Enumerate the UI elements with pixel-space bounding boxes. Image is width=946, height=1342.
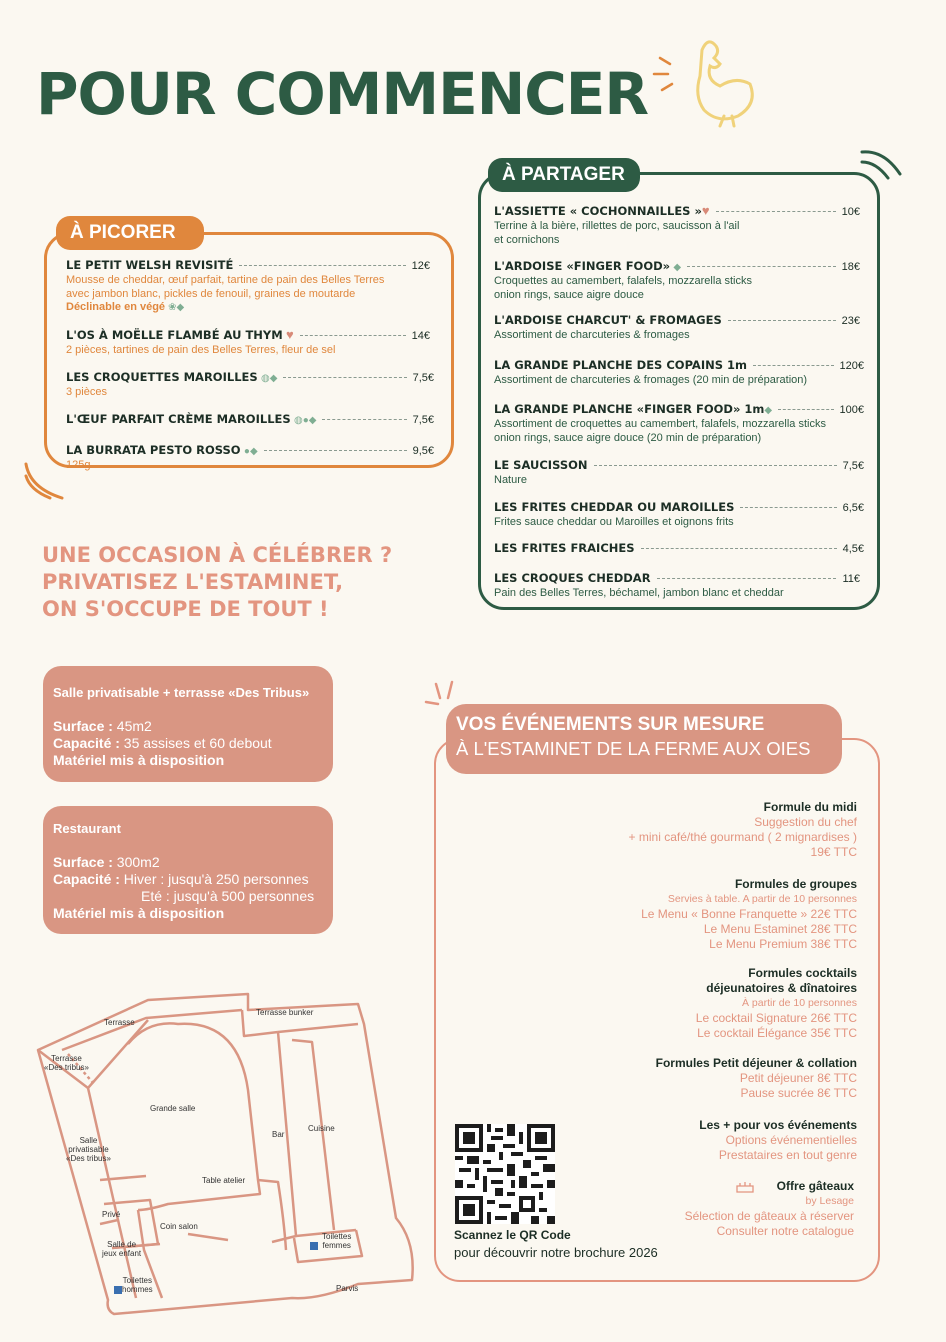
item-price: 10€ [841, 206, 860, 218]
item-name: LA BURRATA PESTO ROSSO [66, 443, 241, 457]
item-desc: Assortiment de croquettes au camembert, falafels, mozzarella sticks [494, 418, 826, 430]
item-price: 4,5€ [842, 543, 864, 555]
plan-label: Salle [79, 1136, 98, 1145]
item-desc: Assortiment de charcuteries & fromages (20 min de préparation) [494, 374, 808, 386]
picorer-tag: À PICORER [56, 216, 204, 250]
item-desc: et cornichons [494, 233, 560, 246]
value: 35 assises et 60 debout [119, 735, 272, 751]
item-price: 100€ [839, 404, 864, 416]
menu-item [494, 358, 864, 388]
item-desc: 3 pièces [66, 386, 107, 398]
item-desc: onion rings, sauce aigre douce (20 min de préparation) [494, 431, 762, 444]
formule-groupes [641, 877, 857, 952]
item-name: LA GRANDE PLANCHE «FINGER FOOD» 1m [494, 402, 765, 416]
formule-cocktails [696, 966, 857, 1041]
value: 45m2 [112, 718, 152, 734]
occasion-line: UNE OCCASION À CÉLÉBRER ? [42, 543, 393, 567]
menu-item [494, 500, 864, 530]
plan-label: Salle de [107, 1240, 137, 1249]
leaf-icon: ❀◆ [168, 302, 185, 313]
menu-item [66, 412, 434, 426]
formule-note: À partir de 10 personnes [742, 997, 857, 1009]
heart-icon: ♥ [286, 327, 294, 342]
item-name: L'ARDOISE «FINGER FOOD» [494, 259, 671, 273]
item-name: LES CROQUES CHEDDAR [494, 571, 651, 585]
qr-code[interactable] [455, 1124, 555, 1224]
plan-label: Table atelier [202, 1176, 246, 1185]
plan-label: «Des tribus» [44, 1063, 89, 1072]
formule-line: Options événementielles [725, 1133, 857, 1147]
menu-item [494, 541, 864, 555]
formule-gateaux [685, 1179, 854, 1239]
plan-label: hommes [122, 1285, 153, 1294]
menu-item [66, 327, 430, 358]
plan-label: Parvis [336, 1284, 359, 1293]
plan-label: Grande salle [150, 1104, 196, 1113]
leaf-icon: ◆ [673, 262, 682, 273]
formule-heading: Formule du midi [763, 800, 857, 814]
item-name: LES FRITES FRAICHES [494, 541, 635, 555]
partager-tag: À PARTAGER [488, 158, 640, 192]
item-name: LES FRITES CHEDDAR OU MAROILLES [494, 500, 735, 514]
catalogue-link[interactable]: Consulter notre catalogue [716, 1224, 854, 1238]
formule-line: Sélection de gâteaux à réserver [684, 1209, 854, 1223]
formule-note: Servies à table. A partir de 10 personnes [667, 893, 857, 905]
menu-item [66, 443, 434, 473]
formule-line: 19€ TTC [810, 845, 857, 859]
plan-label: «Des tribus» [66, 1154, 111, 1163]
item-name: LA GRANDE PLANCHE DES COPAINS 1m [494, 358, 748, 372]
label: Surface : [53, 854, 113, 870]
formule-line: Prestataires en tout genre [718, 1148, 857, 1162]
value: 300m2 [112, 854, 160, 870]
item-price: 7,5€ [412, 414, 434, 426]
item-desc: 125g [66, 459, 91, 471]
formule-heading: déjeunatoires & dînatoires [706, 981, 857, 995]
label: Capacité : [53, 871, 120, 887]
formule-line: Pause sucrée 8€ TTC [740, 1086, 857, 1100]
item-desc: Mousse de cheddar, œuf parfait, tartine de pain des Belles Terres [66, 274, 385, 286]
chicken-icon [640, 30, 770, 130]
card-title: Salle privatisable + terrasse «Des Tribus» [53, 685, 310, 700]
qr-label: Scannez le QR Code [454, 1228, 571, 1242]
plan-label: Coin salon [160, 1222, 198, 1231]
formule-line: Le Menu Estaminet 28€ TTC [703, 922, 857, 936]
formule-heading: Offre gâteaux [776, 1179, 854, 1193]
plan-label: Bar [272, 1130, 285, 1139]
formule-line: Le cocktail Élégance 35€ TTC [697, 1026, 857, 1040]
formule-midi [629, 800, 857, 860]
menu-item [494, 402, 864, 445]
item-price: 23€ [841, 315, 860, 327]
item-desc: 2 pièces, tartines de pain des Belles Terres, fleur de sel [66, 344, 336, 356]
item-price: 18€ [841, 261, 860, 273]
plan-label: Terrasse [51, 1054, 82, 1063]
item-desc: Nature [494, 474, 528, 486]
item-desc: Frites sauce cheddar ou Maroilles et oignons frits [494, 516, 734, 528]
item-desc: onion rings, sauce aigre douce [494, 288, 644, 301]
formule-line: Le cocktail Signature 26€ TTC [695, 1011, 857, 1025]
occasion-line: PRIVATISEZ L'ESTAMINET, [42, 570, 344, 594]
item-price: 9,5€ [412, 445, 434, 457]
item-desc: Assortiment de charcuteries & fromages [494, 329, 690, 341]
formule-petit-dejeuner [656, 1056, 857, 1101]
restaurant-card [43, 806, 333, 934]
label: Matériel mis à disposition [53, 752, 225, 768]
formule-line: Le Menu « Bonne Franquette » 22€ TTC [641, 907, 857, 921]
occasion-line: ON S'OCCUPE DE TOUT ! [42, 597, 329, 621]
card-title: Restaurant [53, 821, 121, 836]
leaf-icon: ●◆ [243, 446, 258, 457]
item-desc: Pain des Belles Terres, béchamel, jambon blanc et cheddar [494, 587, 784, 599]
item-name: L'OS À MOËLLE FLAMBÉ AU THYM [66, 328, 283, 342]
menu-item [494, 571, 860, 601]
heart-icon: ♥ [701, 203, 710, 218]
item-name: L'ASSIETTE « COCHONNAILLES » [494, 204, 702, 218]
formule-line: Le Menu Premium 38€ TTC [709, 937, 857, 951]
value: Eté : jusqu'à 500 personnes [141, 888, 315, 904]
formule-note: by Lesage [805, 1195, 854, 1207]
leaf-icon: ◆ [764, 405, 773, 416]
occasion-heading [42, 542, 392, 623]
menu-item [494, 313, 860, 343]
menu-item [494, 259, 860, 302]
menu-item [494, 458, 864, 488]
label: Matériel mis à disposition [53, 905, 225, 921]
item-price: 6,5€ [842, 502, 864, 514]
menu-item [66, 370, 434, 400]
menu-item [494, 203, 860, 247]
plan-label: Privé [102, 1210, 121, 1219]
formule-line: Suggestion du chef [754, 815, 857, 829]
item-price: 12€ [411, 260, 430, 272]
item-desc: Croquettes au camembert, falafels, mozzarella sticks [494, 275, 752, 287]
item-price: 120€ [839, 360, 864, 372]
plan-label: jeux enfant [102, 1249, 142, 1258]
plan-label: femmes [322, 1241, 351, 1250]
accessibility-icon [114, 1286, 122, 1294]
salle-card [43, 666, 333, 782]
events-header [446, 704, 842, 774]
item-desc: avec jambon blanc, pickles de fenouil, graines de moutarde [66, 287, 356, 300]
item-name: LES CROQUETTES MAROILLES [66, 370, 258, 384]
item-name: L'ŒUF PARFAIT CRÈME MAROILLES [66, 412, 291, 426]
events-title: VOS ÉVÉNEMENTS SUR MESURE [456, 714, 765, 735]
events-subtitle: À L'ESTAMINET DE LA FERME AUX OIES [456, 738, 811, 759]
qr-caption: pour découvrir notre brochure 2026 [454, 1245, 658, 1260]
plan-label: Terrasse bunker [256, 1008, 314, 1017]
plan-label: Toilettes [122, 1276, 153, 1285]
veg-note: Déclinable en végé [66, 301, 166, 313]
plan-label: Cuisine [308, 1124, 335, 1133]
item-name: LE SAUCISSON [494, 458, 588, 472]
plan-label: Terrasse [104, 1018, 135, 1027]
formule-heading: Formules de groupes [734, 877, 857, 891]
item-name: L'ARDOISE CHARCUT' & FROMAGES [494, 313, 722, 327]
cow-icon: ◍●◆ [294, 415, 317, 426]
formule-heading: Formules Petit déjeuner & collation [655, 1056, 857, 1070]
item-price: 7,5€ [842, 460, 864, 472]
formule-heading: Les + pour vos événements [699, 1118, 857, 1132]
item-price: 11€ [842, 573, 860, 585]
formule-line: Petit déjeuner 8€ TTC [739, 1071, 857, 1085]
item-price: 7,5€ [412, 372, 434, 384]
label: Capacité : [53, 735, 120, 751]
page-title: POUR COMMENCER [36, 60, 649, 128]
value: Hiver : jusqu'à 250 personnes [119, 871, 309, 887]
item-name: LE PETIT WELSH REVISITÉ [66, 258, 234, 272]
formule-plus [699, 1118, 857, 1163]
menu-item [66, 258, 430, 315]
item-desc: Terrine à la bière, rillettes de porc, saucisson à l'ail [494, 220, 740, 232]
formule-line: + mini café/thé gourmand ( 2 mignardises ) [628, 830, 857, 844]
label: Surface : [53, 718, 113, 734]
plan-label: Toilettes [322, 1232, 352, 1241]
cow-icon: ◍◆ [261, 373, 278, 384]
plan-label: privatisable [68, 1145, 109, 1154]
formule-heading: Formules cocktails [748, 966, 857, 980]
accessibility-icon [310, 1242, 318, 1250]
item-price: 14€ [411, 330, 430, 342]
